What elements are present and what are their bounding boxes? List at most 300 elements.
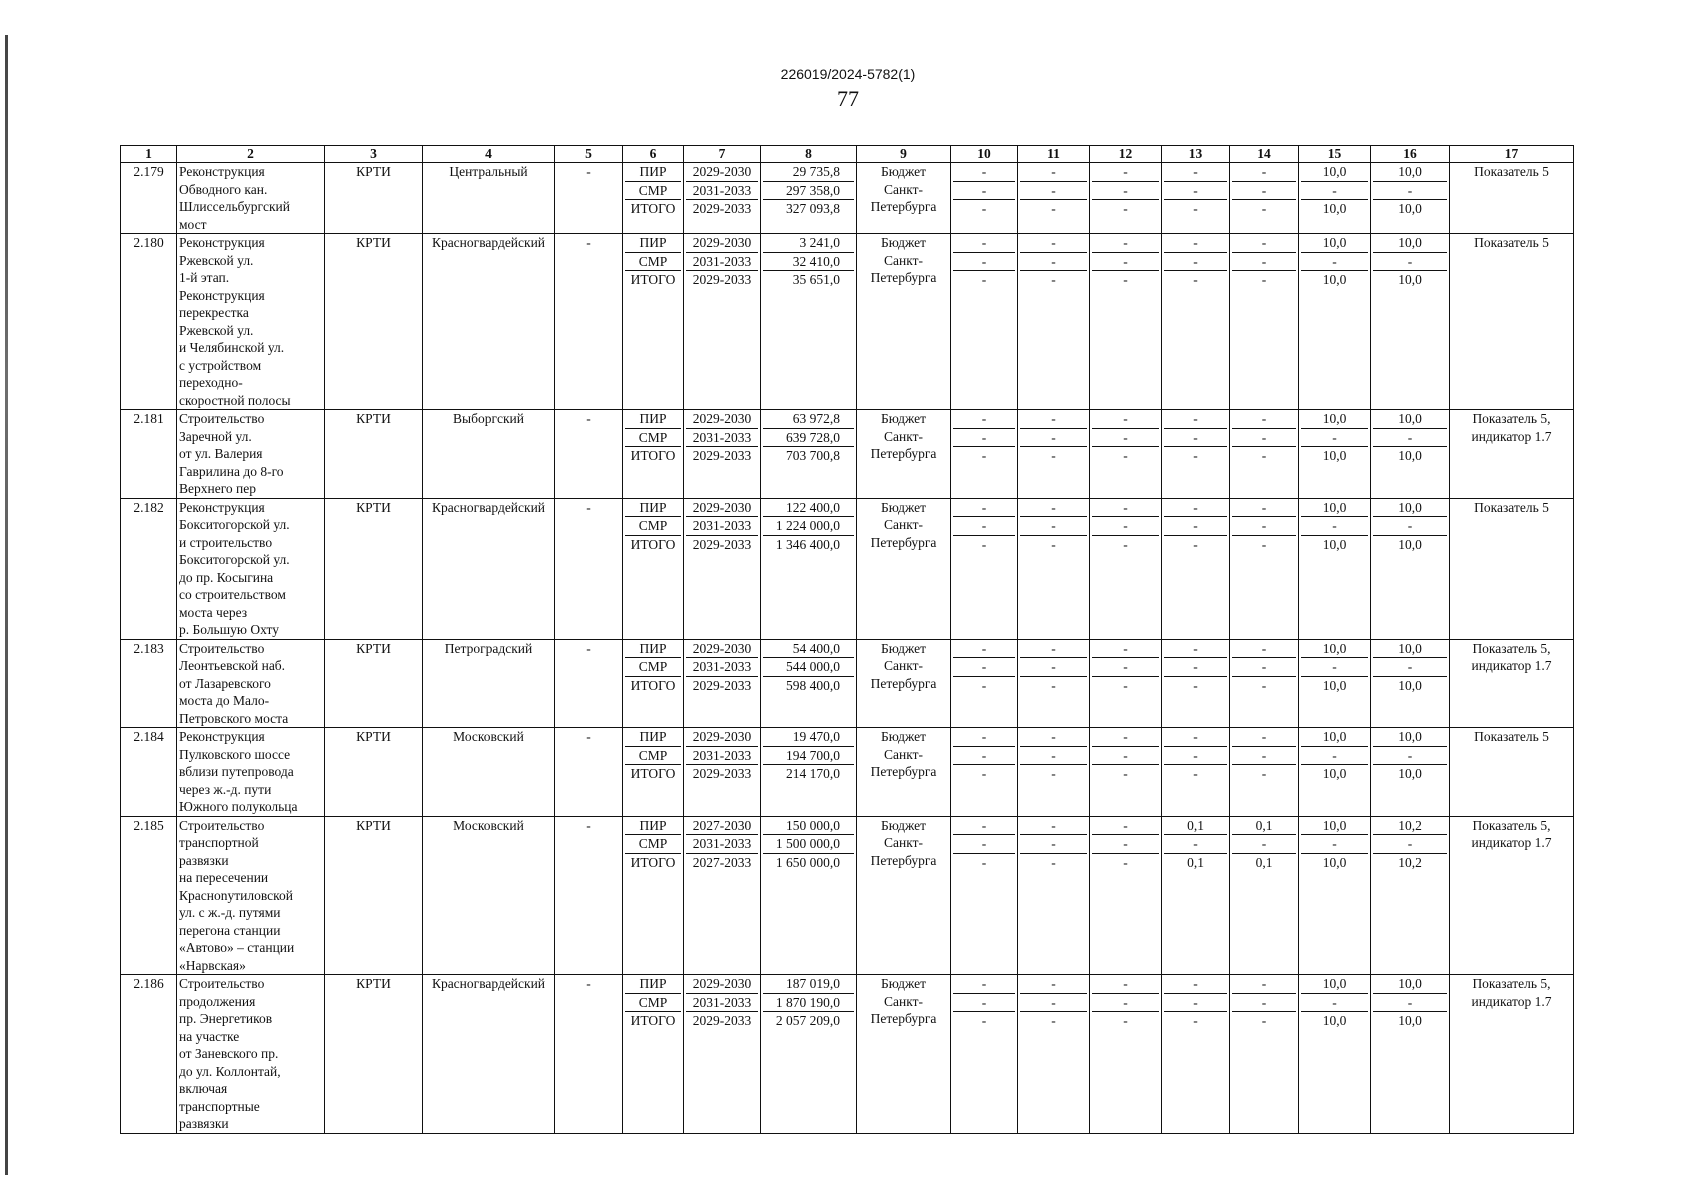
period-value: 2029-2033 [692, 677, 752, 693]
indicator-16-value: 10,0 [1398, 272, 1422, 287]
item-number: 2.180 [121, 234, 177, 410]
indicator-16-value: 10,0 [1373, 728, 1447, 747]
indicator-13-value: - [1193, 272, 1198, 287]
indicator-12-value: - [1123, 536, 1128, 552]
district: Московский [423, 728, 555, 817]
indicator-12 [1090, 639, 1162, 728]
table-row [121, 975, 1574, 1134]
indicator-14-value: - [1261, 536, 1267, 552]
table-row [121, 728, 1574, 817]
indicator-11-value: - [1020, 728, 1087, 747]
indicator-16 [1371, 498, 1450, 639]
indicator-13 [1162, 234, 1230, 410]
work-type [623, 498, 684, 639]
indicator-14-value: - [1232, 410, 1296, 429]
indicator-13 [1162, 728, 1230, 817]
target-indicator: Показатель 5 [1450, 498, 1574, 639]
funding-source-line: Бюджет [880, 640, 927, 656]
indicator-10-value: - [953, 835, 1015, 854]
amount [761, 163, 857, 234]
indicator-15-value: 10,0 [1322, 272, 1347, 287]
indicator-13-value: - [1164, 994, 1227, 1013]
funding-source-line: Бюджет [880, 976, 927, 991]
indicator-12-value: - [1092, 747, 1159, 766]
column-5-value: - [555, 234, 623, 410]
indicator-11-value: - [1020, 182, 1087, 201]
indicator-16-value: - [1373, 253, 1447, 272]
funding-source-line: Санкт- [884, 993, 923, 1009]
indicator-13-value: - [1164, 728, 1227, 747]
amount-value: 2 057 209,0 [775, 1013, 840, 1028]
customer: КРТИ [325, 498, 423, 639]
period-value: 2029-2033 [692, 448, 752, 463]
indicator-16-value: - [1373, 429, 1447, 448]
indicator-11-value: - [1020, 499, 1087, 518]
funding-source-line: Бюджет [880, 164, 927, 179]
target-indicator: Показатель 5, индикатор 1.7 [1450, 639, 1574, 728]
indicator-15-value: 10,0 [1322, 1013, 1347, 1028]
column-header-2: 2 [177, 146, 325, 163]
indicator-15-value: 10,0 [1301, 234, 1368, 253]
indicator-16-value: - [1373, 835, 1447, 854]
funding-source [857, 639, 951, 728]
indicator-16-value: - [1373, 747, 1447, 766]
indicator-16 [1371, 728, 1450, 817]
amount [761, 234, 857, 410]
period-value: 2029-2030 [686, 410, 758, 429]
indicator-11-value: - [1020, 410, 1087, 429]
indicator-16 [1371, 639, 1450, 728]
document-id: 226019/2024-5782(1) [780, 66, 916, 82]
table-body [121, 163, 1574, 1134]
indicator-11 [1018, 498, 1090, 639]
indicator-12-value: - [1123, 272, 1128, 287]
column-header-3: 3 [325, 146, 423, 163]
indicator-15-value: 10,0 [1322, 448, 1347, 463]
object-name: Строительство Заречной ул. от ул. Валерия Гаврилина до 8-го Верхнего пер [177, 410, 325, 499]
funding-source-line: Петербурга [870, 852, 937, 868]
indicator-16-value: 10,0 [1373, 163, 1447, 182]
indicator-10 [951, 163, 1018, 234]
indicator-15 [1299, 816, 1371, 975]
work-type-value: СМР [625, 182, 681, 201]
table-row [121, 163, 1574, 234]
indicator-15-value: - [1301, 835, 1368, 854]
indicator-11-value: - [1020, 234, 1087, 253]
indicator-12-value: - [1092, 182, 1159, 201]
period-value: 2031-2033 [686, 253, 758, 272]
column-header-14: 14 [1230, 146, 1299, 163]
indicator-11-value: - [1020, 835, 1087, 854]
amount [761, 498, 857, 639]
indicator-12-value: - [1092, 658, 1159, 677]
indicator-13 [1162, 163, 1230, 234]
column-header-17: 17 [1450, 146, 1574, 163]
target-indicator: Показатель 5, индикатор 1.7 [1450, 410, 1574, 499]
work-type-value: ИТОГО [630, 536, 676, 552]
amount-value: 54 400,0 [763, 640, 854, 659]
indicator-10-value: - [981, 854, 987, 870]
period-value: 2029-2033 [692, 201, 752, 216]
amount-value: 1 346 400,0 [775, 536, 840, 552]
indicator-15-value: 10,0 [1301, 817, 1368, 836]
amount-value: 187 019,0 [763, 975, 854, 994]
work-type [623, 234, 684, 410]
indicator-10-value: - [953, 410, 1015, 429]
indicator-13-value: - [1193, 201, 1198, 216]
period-value: 2029-2030 [686, 728, 758, 747]
indicator-12-value: - [1092, 410, 1159, 429]
indicator-14 [1230, 639, 1299, 728]
indicator-10 [951, 639, 1018, 728]
indicator-13-value: - [1164, 640, 1227, 659]
indicator-11-value: - [1051, 536, 1056, 552]
work-type [623, 410, 684, 499]
indicator-15-value: 10,0 [1322, 766, 1347, 781]
indicator-14-value: - [1261, 677, 1267, 693]
indicator-14-value: 0,1 [1255, 854, 1273, 870]
column-5-value: - [555, 975, 623, 1134]
funding-source [857, 728, 951, 817]
work-type-value: ИТОГО [630, 854, 676, 870]
indicator-10-value: - [981, 448, 987, 463]
indicator-15-value: 10,0 [1301, 728, 1368, 747]
work-type-value: ПИР [625, 163, 681, 182]
work-type-value: ПИР [625, 728, 681, 747]
indicator-11-value: - [1051, 854, 1056, 870]
indicator-10-value: - [981, 1013, 987, 1028]
indicator-14-value: - [1232, 253, 1296, 272]
target-indicator: Показатель 5 [1450, 728, 1574, 817]
column-header-11: 11 [1018, 146, 1090, 163]
indicator-15-value: - [1301, 747, 1368, 766]
indicator-10-value: - [981, 536, 987, 552]
work-type-value: ПИР [625, 640, 681, 659]
period-value: 2029-2033 [692, 272, 752, 287]
period-value: 2029-2033 [692, 1013, 752, 1028]
column-header-16: 16 [1371, 146, 1450, 163]
indicator-12 [1090, 163, 1162, 234]
indicator-11 [1018, 975, 1090, 1134]
indicator-10-value: - [981, 201, 987, 216]
indicator-15-value: - [1301, 253, 1368, 272]
indicator-12 [1090, 410, 1162, 499]
object-name: Реконструкция Обводного кан. Шлиссельбургский мост [177, 163, 325, 234]
indicator-16 [1371, 975, 1450, 1134]
period-value: 2031-2033 [686, 182, 758, 201]
work-type-value: СМР [625, 994, 681, 1013]
indicator-11-value: - [1020, 975, 1087, 994]
work-type [623, 639, 684, 728]
indicator-11-value: - [1020, 163, 1087, 182]
work-type [623, 728, 684, 817]
funding-source-line: Санкт- [884, 658, 923, 673]
funding-source-line: Санкт- [884, 746, 923, 762]
indicator-11 [1018, 639, 1090, 728]
indicator-11 [1018, 816, 1090, 975]
period-value: 2029-2030 [686, 234, 758, 253]
indicator-16-value: 10,0 [1398, 766, 1422, 781]
district: Красногвардейский [423, 975, 555, 1134]
funding-source-line: Петербурга [870, 534, 937, 550]
funding-source-line: Бюджет [880, 817, 927, 833]
indicator-15-value: 10,0 [1322, 677, 1347, 693]
work-type-value: СМР [625, 658, 681, 677]
indicator-16-value: 10,0 [1373, 234, 1447, 253]
amount-value: 32 410,0 [763, 253, 854, 272]
indicator-14-value: - [1232, 429, 1296, 448]
indicator-12-value: - [1123, 1013, 1128, 1028]
indicator-12-value: - [1092, 835, 1159, 854]
indicator-14-value: - [1232, 182, 1296, 201]
indicator-13-value: - [1164, 517, 1227, 536]
indicator-14-value: - [1232, 658, 1296, 677]
indicator-14-value: - [1232, 640, 1296, 659]
indicator-10 [951, 410, 1018, 499]
program-table [120, 145, 1574, 1134]
object-name: Реконструкция Пулковского шоссе вблизи путепровода через ж.-д. пути Южного полукольца [177, 728, 325, 817]
indicator-14-value: - [1261, 272, 1267, 287]
indicator-16-value: 10,2 [1373, 817, 1447, 836]
amount-value: 35 651,0 [792, 272, 840, 287]
indicator-15 [1299, 975, 1371, 1134]
indicator-12-value: - [1092, 234, 1159, 253]
period [684, 975, 761, 1134]
indicator-10-value: - [981, 272, 987, 287]
indicator-11 [1018, 234, 1090, 410]
indicator-12-value: - [1092, 499, 1159, 518]
indicator-15-value: 10,0 [1301, 640, 1368, 659]
indicator-12-value: - [1123, 201, 1128, 216]
indicator-13-value: - [1164, 747, 1227, 766]
indicator-13-value: - [1164, 658, 1227, 677]
column-header-12: 12 [1090, 146, 1162, 163]
indicator-13-value: - [1193, 448, 1198, 463]
indicator-16-value: 10,0 [1373, 975, 1447, 994]
funding-source [857, 498, 951, 639]
indicator-11-value: - [1051, 201, 1056, 216]
indicator-10-value: - [953, 517, 1015, 536]
funding-source-line: Петербурга [870, 675, 937, 691]
amount [761, 816, 857, 975]
scan-edge-mark [5, 35, 8, 1175]
column-header-9: 9 [857, 146, 951, 163]
indicator-13-value: - [1193, 1013, 1198, 1028]
period-value: 2029-2030 [686, 975, 758, 994]
indicator-16 [1371, 163, 1450, 234]
work-type-value: ИТОГО [630, 448, 676, 463]
indicator-14-value: - [1232, 747, 1296, 766]
funding-source [857, 975, 951, 1134]
indicator-13-value: - [1193, 536, 1198, 552]
indicator-16-value: 10,0 [1373, 499, 1447, 518]
indicator-16-value: 10,2 [1398, 854, 1422, 870]
funding-source [857, 163, 951, 234]
work-type [623, 975, 684, 1134]
indicator-14 [1230, 498, 1299, 639]
indicator-14-value: - [1232, 517, 1296, 536]
indicator-12 [1090, 728, 1162, 817]
funding-source-line: Санкт- [884, 517, 923, 532]
indicator-15 [1299, 498, 1371, 639]
item-number: 2.185 [121, 816, 177, 975]
amount-value: 327 093,8 [786, 201, 840, 216]
indicator-11-value: - [1020, 994, 1087, 1013]
amount-value: 194 700,0 [763, 747, 854, 766]
period-value: 2029-2033 [692, 536, 752, 552]
indicator-10-value: - [981, 766, 987, 781]
indicator-15-value: 10,0 [1322, 536, 1347, 552]
amount-value: 1 870 190,0 [763, 994, 854, 1013]
indicator-15 [1299, 728, 1371, 817]
indicator-10 [951, 728, 1018, 817]
indicator-16-value: 10,0 [1398, 1013, 1422, 1028]
indicator-15 [1299, 639, 1371, 728]
amount-value: 1 650 000,0 [775, 854, 840, 870]
district: Центральный [423, 163, 555, 234]
column-5-value: - [555, 816, 623, 975]
funding-source-line: Петербурга [870, 270, 937, 285]
work-type-value: ИТОГО [630, 201, 676, 216]
object-name: Реконструкция Ржевской ул. 1-й этап. Реконструкция перекрестка Ржевской ул. и Челябинской ул. с устройством переходно- скоростной полосы [177, 234, 325, 410]
work-type-value: СМР [625, 835, 681, 854]
indicator-11-value: - [1020, 429, 1087, 448]
work-type-value: ИТОГО [630, 677, 676, 693]
indicator-10-value: - [953, 658, 1015, 677]
indicator-14 [1230, 234, 1299, 410]
district: Петроградский [423, 639, 555, 728]
indicator-10 [951, 975, 1018, 1134]
amount-value: 598 400,0 [786, 677, 840, 693]
indicator-10-value: - [981, 677, 987, 693]
indicator-14 [1230, 975, 1299, 1134]
amount [761, 975, 857, 1134]
indicator-11-value: - [1020, 817, 1087, 836]
indicator-15 [1299, 410, 1371, 499]
indicator-10-value: - [953, 163, 1015, 182]
work-type-value: ПИР [625, 817, 681, 836]
indicator-12-value: - [1092, 975, 1159, 994]
column-number-row [121, 146, 1574, 163]
indicator-10-value: - [953, 429, 1015, 448]
indicator-13-value: - [1193, 766, 1198, 781]
object-name: Реконструкция Бокситогорской ул. и строительство Бокситогорской ул. до пр. Косыгина со строительством моста через р. Большую Охту [177, 498, 325, 639]
item-number: 2.182 [121, 498, 177, 639]
indicator-15-value: 10,0 [1301, 410, 1368, 429]
indicator-13-value: - [1193, 677, 1198, 693]
indicator-13-value: - [1164, 234, 1227, 253]
funding-source-line: Санкт- [884, 181, 923, 197]
table-row [121, 410, 1574, 499]
indicator-13-value: 0,1 [1164, 817, 1227, 836]
indicator-11-value: - [1051, 1013, 1056, 1028]
indicator-11-value: - [1020, 640, 1087, 659]
work-type-value: СМР [625, 253, 681, 272]
indicator-15 [1299, 163, 1371, 234]
item-number: 2.179 [121, 163, 177, 234]
indicator-15 [1299, 234, 1371, 410]
period-value: 2029-2030 [686, 163, 758, 182]
indicator-12-value: - [1092, 429, 1159, 448]
customer: КРТИ [325, 975, 423, 1134]
amount [761, 639, 857, 728]
indicator-12-value: - [1092, 517, 1159, 536]
indicator-11-value: - [1051, 766, 1056, 781]
period [684, 410, 761, 499]
funding-source-line: Санкт- [884, 252, 923, 268]
indicator-12 [1090, 816, 1162, 975]
period-value: 2031-2033 [686, 658, 758, 677]
amount [761, 410, 857, 499]
indicator-15-value: 10,0 [1322, 854, 1347, 870]
indicator-10-value: - [953, 747, 1015, 766]
column-header-5: 5 [555, 146, 623, 163]
period [684, 816, 761, 975]
indicator-15-value: - [1301, 658, 1368, 677]
indicator-10 [951, 816, 1018, 975]
indicator-16-value: 10,0 [1398, 448, 1422, 463]
indicator-15-value: - [1301, 517, 1368, 536]
page-number: 77 [837, 86, 859, 111]
indicator-11 [1018, 410, 1090, 499]
indicator-15-value: 10,0 [1301, 163, 1368, 182]
indicator-13 [1162, 498, 1230, 639]
indicator-14-value: - [1232, 835, 1296, 854]
amount-value: 3 241,0 [763, 234, 854, 253]
funding-source-line: Петербурга [870, 199, 937, 214]
target-indicator: Показатель 5, индикатор 1.7 [1450, 816, 1574, 975]
funding-source-line: Бюджет [880, 235, 927, 250]
amount-value: 19 470,0 [763, 728, 854, 747]
period [684, 163, 761, 234]
indicator-12-value: - [1092, 163, 1159, 182]
period-value: 2027-2033 [692, 854, 752, 870]
period-value: 2031-2033 [686, 835, 758, 854]
amount-value: 1 500 000,0 [763, 835, 854, 854]
funding-source [857, 234, 951, 410]
indicator-12-value: - [1092, 728, 1159, 747]
period-value: 2027-2030 [686, 817, 758, 836]
indicator-14 [1230, 163, 1299, 234]
indicator-15-value: 10,0 [1301, 975, 1368, 994]
work-type-value: ИТОГО [630, 1013, 676, 1028]
indicator-13-value: - [1164, 975, 1227, 994]
item-number: 2.184 [121, 728, 177, 817]
work-type-value: СМР [625, 429, 681, 448]
indicator-10-value: - [953, 182, 1015, 201]
indicator-10-value: - [953, 253, 1015, 272]
indicator-14-value: - [1232, 994, 1296, 1013]
funding-source [857, 816, 951, 975]
work-type-value: ПИР [625, 234, 681, 253]
indicator-16 [1371, 410, 1450, 499]
work-type-value: ПИР [625, 499, 681, 518]
indicator-12 [1090, 498, 1162, 639]
column-header-8: 8 [761, 146, 857, 163]
work-type-value: ПИР [625, 410, 681, 429]
district: Красногвардейский [423, 234, 555, 410]
customer: КРТИ [325, 816, 423, 975]
funding-source-line: Санкт- [884, 835, 923, 850]
table-row [121, 639, 1574, 728]
column-5-value: - [555, 498, 623, 639]
object-name: Строительство продолжения пр. Энергетиков на участке от Заневского пр. до ул. Коллонтай, включая транспортные развязки [177, 975, 325, 1134]
indicator-12-value: - [1123, 448, 1128, 463]
work-type-value: СМР [625, 747, 681, 766]
indicator-13 [1162, 410, 1230, 499]
indicator-10-value: - [953, 234, 1015, 253]
district: Красногвардейский [423, 498, 555, 639]
